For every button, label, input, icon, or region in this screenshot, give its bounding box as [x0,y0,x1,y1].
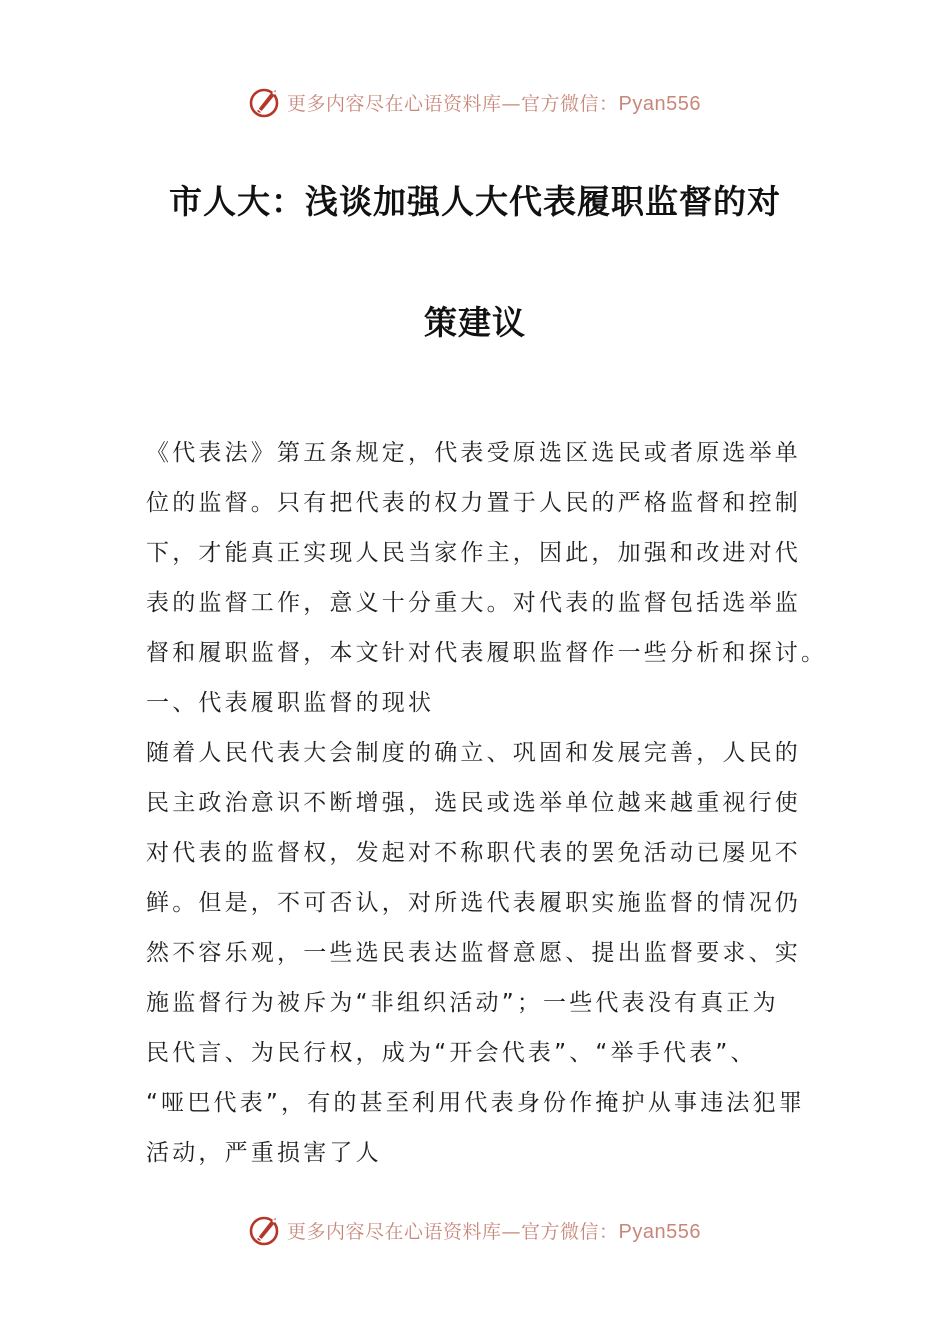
body-line: 对代表的监督权，发起对不称职代表的罢免活动已屡见不 [146,840,801,866]
body-line: “哑巴代表”，有的甚至利用代表身份作掩护从事违法犯罪 [146,1090,806,1116]
footer-banner [0,1210,950,1250]
body-line: 然不容乐观，一些选民表达监督意愿、提出监督要求、实 [146,940,801,966]
banner-site-name: 更多内容尽在心语资料库 [287,1220,502,1243]
banner-text [287,1217,701,1244]
banner-text [287,89,701,116]
body-line: 表的监督工作，意义十分重大。对代表的监督包括选举监 [146,590,801,616]
banner-separator: — [501,92,522,115]
body-line: 《代表法》第五条规定，代表受原选区选民或者原选举单 [146,440,801,466]
document-title-line-1: 市人大：浅谈加强人大代表履职监督的对 [169,182,781,221]
pen-logo-icon [249,1213,283,1247]
banner-contact-label: 官方微信： [521,92,619,115]
body-line: 下，才能真正实现人民当家作主，因此，加强和改进对代 [146,540,801,566]
body-line: 位的监督。只有把代表的权力置于人民的严格监督和控制 [146,490,801,516]
banner-contact-id: Pyan556 [618,92,701,115]
body-line: 督和履职监督，本文针对代表履职监督作一些分析和探讨。 [146,640,828,666]
body-line: 鲜。但是，不可否认，对所选代表履职实施监督的情况仍 [146,890,801,916]
body-line: 民主政治意识不断增强，选民或选举单位越来越重视行使 [146,790,801,816]
body-line: 民代言、为民行权，成为“开会代表”、“举手代表”、 [146,1040,757,1066]
banner-contact-id: Pyan556 [618,1220,701,1243]
header-banner [0,82,950,122]
body-line: 施监督行为被斥为“非组织活动”；一些代表没有真正为 [146,990,779,1016]
pen-logo-icon [249,85,283,119]
banner-site-name: 更多内容尽在心语资料库 [287,92,502,115]
body-line: 随着人民代表大会制度的确立、巩固和发展完善，人民的 [146,740,801,766]
document-body [146,428,828,1178]
banner-separator: — [501,1220,522,1243]
banner-contact-label: 官方微信： [521,1220,619,1243]
section-heading: 一、代表履职监督的现状 [146,690,435,716]
document-title-line-2: 策建议 [424,303,526,342]
body-line: 活动，严重损害了人 [146,1140,382,1166]
